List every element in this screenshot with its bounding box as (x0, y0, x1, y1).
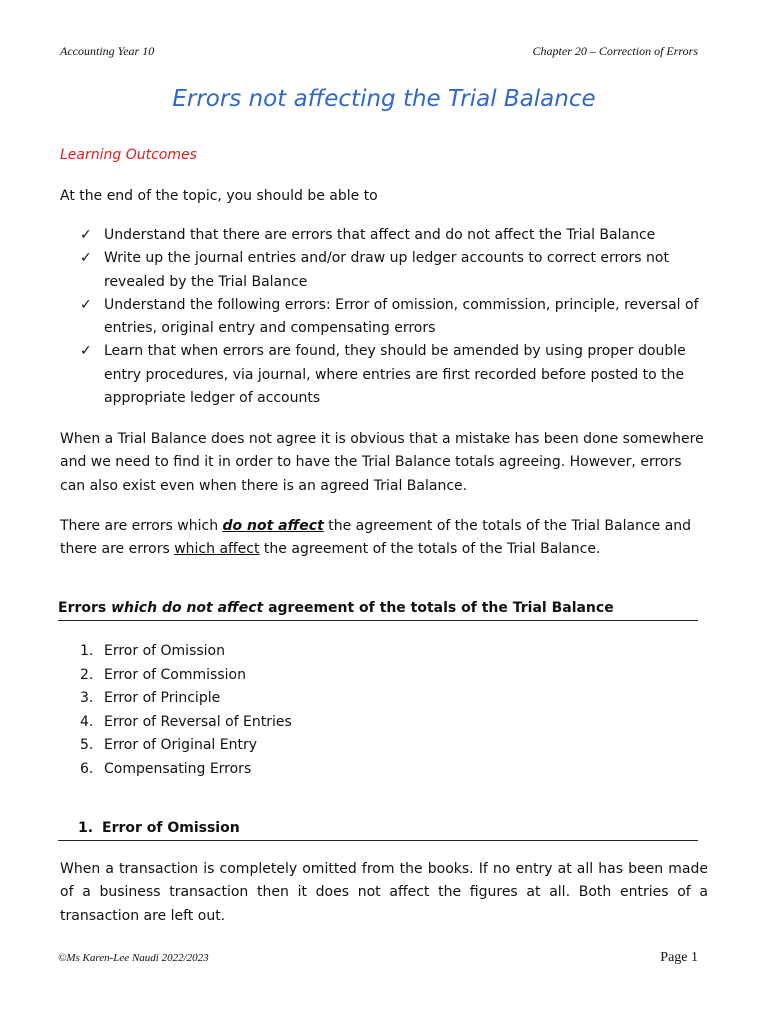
outcome-text: Understand the following errors: Error of omission, commission, principle, reversal of entries, original entry and compensating errors (104, 296, 699, 337)
checkmark-icon: ✓ (80, 296, 92, 313)
header-chapter: Chapter 20 – Correction of Errors (532, 44, 698, 58)
paragraph-text: the agreement of the totals of the Trial Balance. (259, 541, 601, 558)
list-number: 5. (80, 737, 94, 754)
learning-outcomes-list (80, 224, 710, 410)
paragraph-text: the agreement of the totals of the Trial Balance and there are errors (60, 518, 692, 558)
list-label: Error of Principle (104, 690, 221, 707)
list-item (80, 687, 292, 711)
outcome-text: Understand that there are errors that affect and do not affect the Trial Balance (104, 227, 656, 243)
section-heading-text: Errors (58, 600, 112, 616)
list-label: Error of Reversal of Entries (104, 713, 292, 730)
section-heading-emphasis: which do not affect (111, 600, 264, 616)
list-number: 6. (80, 760, 94, 777)
list-item (80, 247, 710, 294)
footer-copyright: ©Ms Karen-Lee Naudi 2022/2023 (58, 952, 209, 964)
list-number: 1. (80, 643, 94, 659)
list-item (80, 734, 292, 758)
list-item (80, 640, 292, 664)
outcome-text: Learn that when errors are found, they should be amended by using proper double entry procedures, via journal, where entries are first recorded before posted to the appropriate ledger of accounts (104, 343, 686, 407)
list-item (80, 758, 292, 782)
list-number: 3. (80, 690, 94, 707)
paragraph-trial-balance: When a Trial Balance does not agree it is obvious that a mistake has been done somewhere and we need to find it in order to have the Trial Balance totals agreeing. However, errors can also exist even when there is an agreed Trial Balance. (60, 431, 704, 494)
list-number: 2. (80, 666, 94, 683)
subsection-title: Error of Omission (102, 820, 240, 836)
checkmark-icon: ✓ (80, 250, 92, 267)
list-label: Error of Original Entry (104, 737, 258, 754)
paragraph-omission: When a transaction is completely omitted from the books. If no entry at all has been made of a business transaction then it does not affect the figures at all. Both entries of a transaction are left out. (60, 861, 708, 924)
checkmark-icon: ✓ (80, 343, 92, 360)
list-item (80, 224, 710, 247)
header-course: Accounting Year 10 (60, 44, 155, 58)
page-title: Errors not affecting the Trial Balance (172, 86, 596, 112)
list-item (80, 711, 292, 735)
learning-outcomes-intro: At the end of the topic, you should be able to (60, 188, 378, 204)
list-number: 4. (80, 713, 94, 730)
errors-list (80, 640, 292, 782)
learning-outcomes-heading: Learning Outcomes (60, 147, 197, 163)
emphasis-do-not-affect: do not affect (222, 518, 324, 534)
list-item (80, 340, 710, 410)
list-label: Error of Commission (104, 666, 246, 683)
list-label: Compensating Errors (104, 760, 252, 777)
section-heading (58, 600, 698, 621)
page-number: Page 1 (660, 950, 698, 965)
list-item (80, 664, 292, 688)
subsection-number: 1. (78, 820, 94, 836)
section-heading-text: agreement of the totals of the Trial Balance (263, 600, 614, 616)
outcome-text: Write up the journal entries and/or draw up ledger accounts to correct errors not revealed by the Trial Balance (104, 250, 669, 290)
emphasis-which-affect: which affect (174, 541, 260, 558)
paragraph-text: There are errors which (60, 518, 223, 534)
list-label: Error of Omission (104, 643, 225, 659)
list-item (80, 294, 710, 341)
paragraph-error-types (60, 515, 708, 562)
checkmark-icon: ✓ (80, 227, 92, 243)
subsection-heading (58, 820, 698, 841)
